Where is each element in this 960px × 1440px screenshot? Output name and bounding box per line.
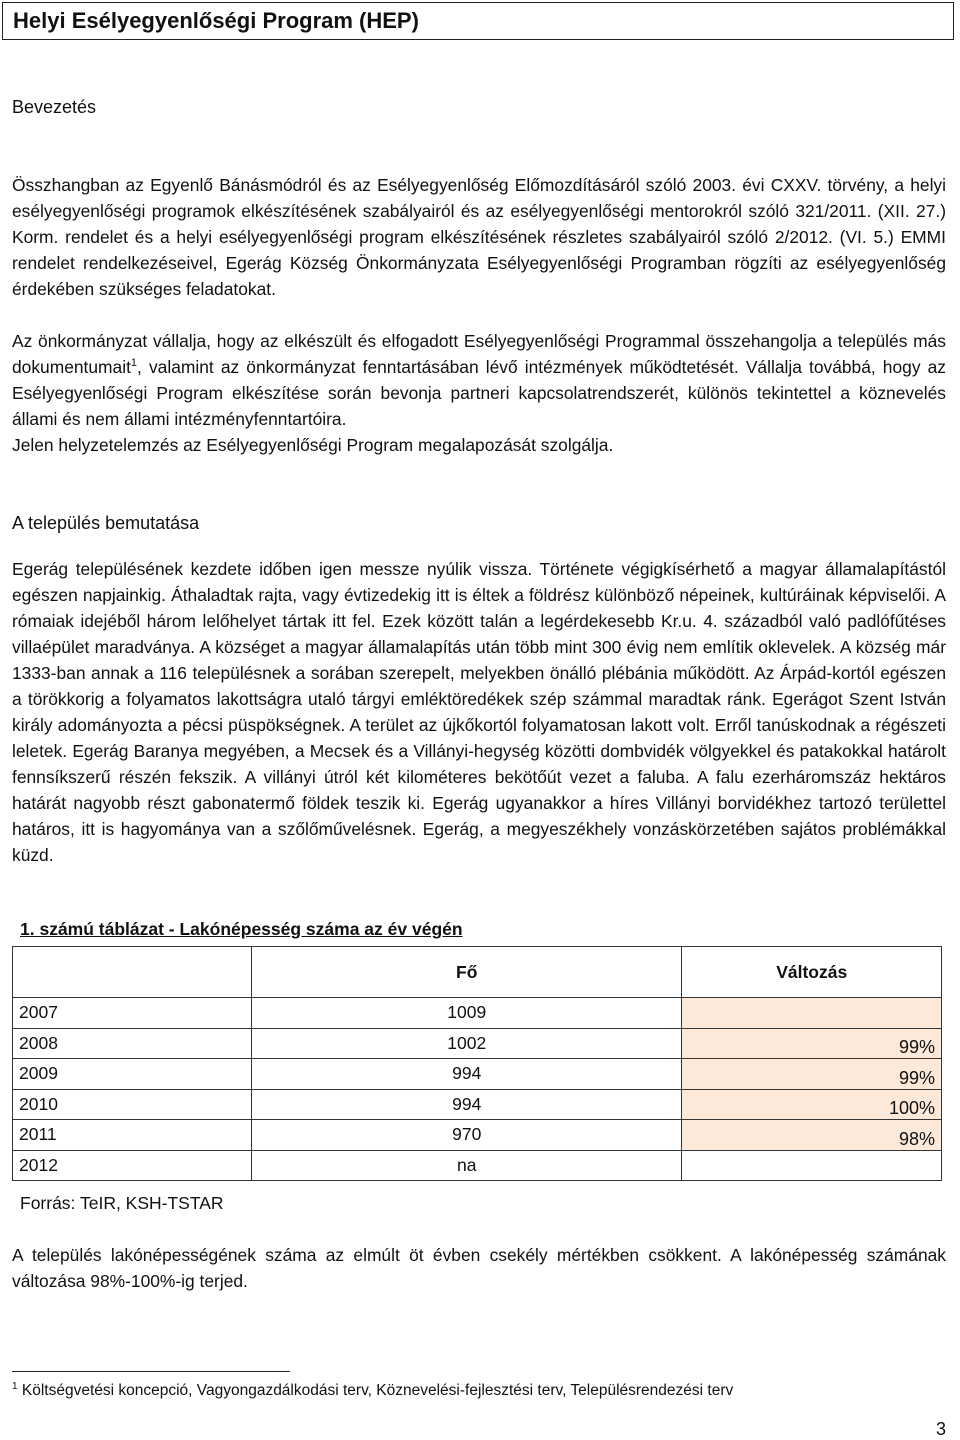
valtozas-cell: 98%: [682, 1120, 942, 1151]
table-row: [13, 1059, 942, 1090]
valtozas-cell: 99%: [682, 1028, 942, 1059]
footnote: [12, 1380, 733, 1402]
section-heading-introduction: Bevezetés: [12, 97, 97, 117]
footnote-text: Költségvetési koncepció, Vagyongazdálkodási terv, Köznevelési-fejlesztési terv, Településrendezési terv: [21, 1382, 734, 1399]
valtozas-cell: 100%: [682, 1089, 942, 1120]
year-cell: 2011: [13, 1120, 252, 1151]
settlement-paragraph: Egerág településének kezdete időben igen messze nyúlik vissza. Története végigkísérhető a magyar államalapítástól egészen napjainkig. Áthaladtak rajta, vagy évtizedekig itt is éltek a földrész különböző népeinek, kultúráinak képviselői. A rómaiak idejéből három lelőhelyet tártak itt fel. Ezek között talán a legérdekesebb Kr.u. 4. századból való padlófűtéses villaépület maradványa. A községet a magyar államalapítás után több mint 300 évig nem említik oklevelek. A község már 1333-ban annak a 116 településnek a sorában szerepelt, melyekben önálló plébánia működött. Az Árpád-kortól egészen a törökkorig a folyamatos lakottságra utaló tárgyi emléktöredékek szép számmal maradtak ránk. Egerágot Szent István király adományozta a pécsi püspökségnek. A terület az újkőkortól folyamatosan lakott volt. Erről tanúskodnak a régészeti leletek. Egerág Baranya megyében, a Mecsek és a Villányi-hegység közötti dombvidék völgyekkel és patakokkal határolt fennsíkszerű részén fekszik. A villányi útról két kilométeres bekötőút vezet a faluba. A falu ezerháromszáz hektáros határát nagyobb részt gabonatermő földek teszik ki. Egerág ugyanakkor a híres Villányi borvidékhez tartozó területtel határos, itt is hagyománya van a szőlőművelésnek. Egerág, a megyeszékhely vonzáskörzetében sajátos problémákkal küzd.: [12, 559, 946, 865]
table-header-row: [13, 947, 942, 998]
footnote-mark: 1: [12, 1380, 18, 1392]
header-fo: Fő: [252, 947, 682, 998]
fo-cell: 994: [252, 1089, 682, 1120]
population-summary-paragraph: A település lakónépességének száma az elmúlt öt évben csekély mértékben csökkent. A lakónépesség számának változása 98%-100%-ig terjed.: [12, 1245, 946, 1291]
fo-cell: 994: [252, 1059, 682, 1090]
intro-paragraph-1: Összhangban az Egyenlő Bánásmódról és az Esélyegyenlőség Előmozdításáról szóló 2003. évi CXXV. törvény, a helyi esélyegyenlőségi programok elkészítésének szabályairól és az esélyegyenlőségi mentorokról szóló 321/2011. (XII. 27.) Korm. rendelet és a helyi esélyegyenlőségi program elkészítésének részletes szabályairól szóló 2/2012. (VI. 5.) EMMI rendelet rendelkezéseivel, Egerág Község Önkormányzata Esélyegyenlőségi Programban rögzíti az esélyegyenlőség érdekében szükséges feladatokat.: [12, 175, 946, 299]
intro-paragraph-3: Jelen helyzetelemzés az Esélyegyenlőségi Program megalapozását szolgálja.: [12, 435, 614, 455]
table-row: [13, 1089, 942, 1120]
page-number: 3: [935, 1419, 946, 1439]
intro-paragraph-2-part-a: Az önkormányzat vállalja, hogy az elkészült és elfogadott Esélyegyenlőségi Programmal összehangolja a település más dokumentumait: [12, 331, 946, 377]
valtozas-cell: [682, 998, 942, 1029]
table-row: [13, 998, 942, 1029]
table-source: Forrás: TeIR, KSH-TSTAR: [20, 1193, 224, 1213]
population-table: [12, 946, 942, 1181]
table-row: [13, 1150, 942, 1181]
document-title: Helyi Esélyegyenlőségi Program (HEP): [2, 2, 954, 40]
table-row: [13, 1028, 942, 1059]
year-cell: 2010: [13, 1089, 252, 1120]
footnote-reference[interactable]: 1: [130, 357, 138, 370]
year-cell: 2009: [13, 1059, 252, 1090]
fo-cell: na: [252, 1150, 682, 1181]
table-caption: 1. számú táblázat - Lakónépesség száma az év végén: [20, 919, 463, 939]
footnote-divider: [12, 1371, 290, 1372]
intro-paragraph-2: [12, 328, 946, 432]
year-cell: 2007: [13, 998, 252, 1029]
valtozas-cell: 99%: [682, 1059, 942, 1090]
fo-cell: 1002: [252, 1028, 682, 1059]
section-heading-settlement: A település bemutatása: [12, 513, 200, 533]
fo-cell: 970: [252, 1120, 682, 1151]
year-cell: 2008: [13, 1028, 252, 1059]
table-row: [13, 1120, 942, 1151]
header-valtozas: Változás: [682, 947, 942, 998]
fo-cell: 1009: [252, 998, 682, 1029]
valtozas-cell: [682, 1150, 942, 1181]
year-cell: 2012: [13, 1150, 252, 1181]
header-year-cell: [13, 947, 252, 998]
intro-paragraph-2-part-b: , valamint az önkormányzat fenntartásában lévő intézmények működtetését. Vállalja továbbá, hogy az Esélyegyenlőségi Program elkészítése során bevonja partneri kapcsolatrendszerét, különös tekintettel a köznevelés állami és nem állami intézményfenntartóira.: [12, 357, 946, 429]
